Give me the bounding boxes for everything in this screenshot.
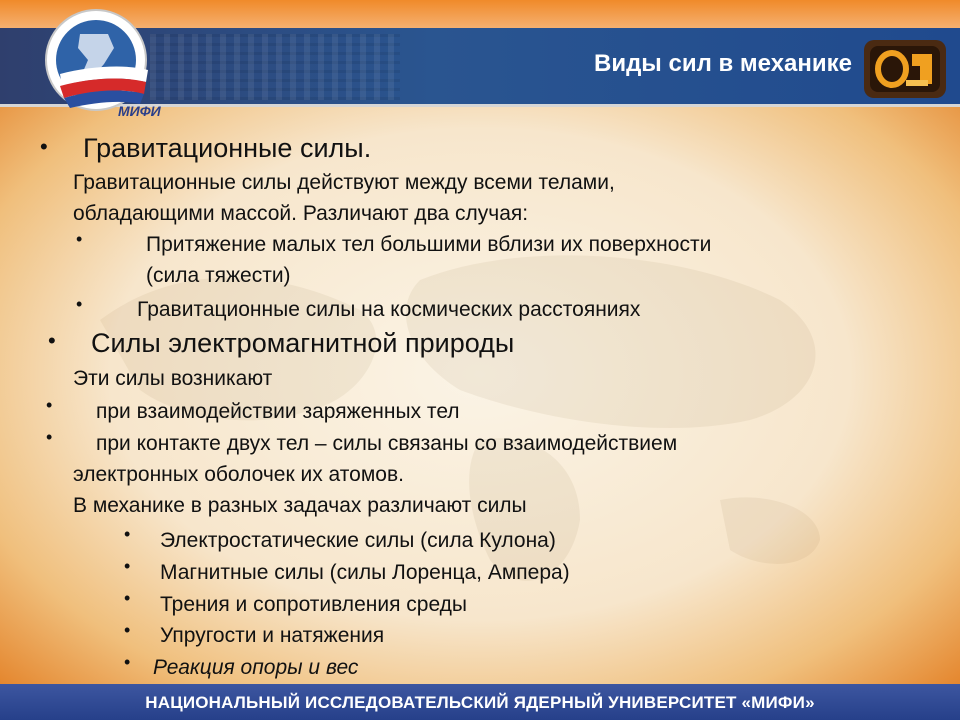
mech-item: Электростатические силы (сила Кулона) <box>160 529 556 552</box>
grav-case1-line1: Притяжение малых тел большими вблизи их поверхности <box>146 233 712 256</box>
bullet-icon: • <box>124 556 131 576</box>
bullet-icon: • <box>124 652 131 672</box>
bullet-icon: • <box>76 229 83 249</box>
bullet-icon: • <box>40 134 48 159</box>
bullet-icon: • <box>46 395 53 415</box>
grav-heading: Гравитационные силы. <box>83 133 372 163</box>
grav-desc-2: обладающими массой. Различают два случая: <box>73 202 529 225</box>
em-heading: Силы электромагнитной природы <box>91 328 515 358</box>
bullet-icon: • <box>124 524 131 544</box>
mech-intro: В механике в разных задачах различают силы <box>73 494 527 517</box>
slide-title: Виды сил в механике <box>593 50 852 77</box>
bullet-icon: • <box>48 328 56 353</box>
corner-logo <box>862 36 948 102</box>
grav-desc-1: Гравитационные силы действуют между всеми телами, <box>73 171 615 194</box>
grav-case2: Гравитационные силы на космических расстояниях <box>137 298 641 321</box>
em-intro: Эти силы возникают <box>73 367 273 390</box>
footer-text: НАЦИОНАЛЬНЫЙ ИССЛЕДОВАТЕЛЬСКИЙ ЯДЕРНЫЙ УНИВЕРСИТЕТ «МИФИ» <box>145 693 815 712</box>
university-emblem <box>30 4 170 124</box>
grav-case1-line2: (сила тяжести) <box>146 264 291 287</box>
mech-item: Магнитные силы (силы Лоренца, Ампера) <box>160 561 570 584</box>
em-item2-line1: при контакте двух тел – силы связаны со взаимодействием <box>96 432 678 455</box>
footer-bar <box>0 684 960 720</box>
bullet-icon: • <box>124 620 131 640</box>
bullet-icon: • <box>76 294 83 314</box>
mech-item-italic: Реакция опоры и вес <box>153 656 359 679</box>
building-photo <box>150 34 400 100</box>
mech-item: Упругости и натяжения <box>160 624 385 647</box>
bullet-icon: • <box>46 427 53 447</box>
mech-item: Трения и сопротивления среды <box>160 593 468 616</box>
bullet-icon: • <box>124 588 131 608</box>
em-item2-line2: электронных оболочек их атомов. <box>73 463 404 486</box>
emblem-mifi-text: МИФИ <box>118 103 161 119</box>
em-item1: при взаимодействии заряженных тел <box>96 400 460 423</box>
